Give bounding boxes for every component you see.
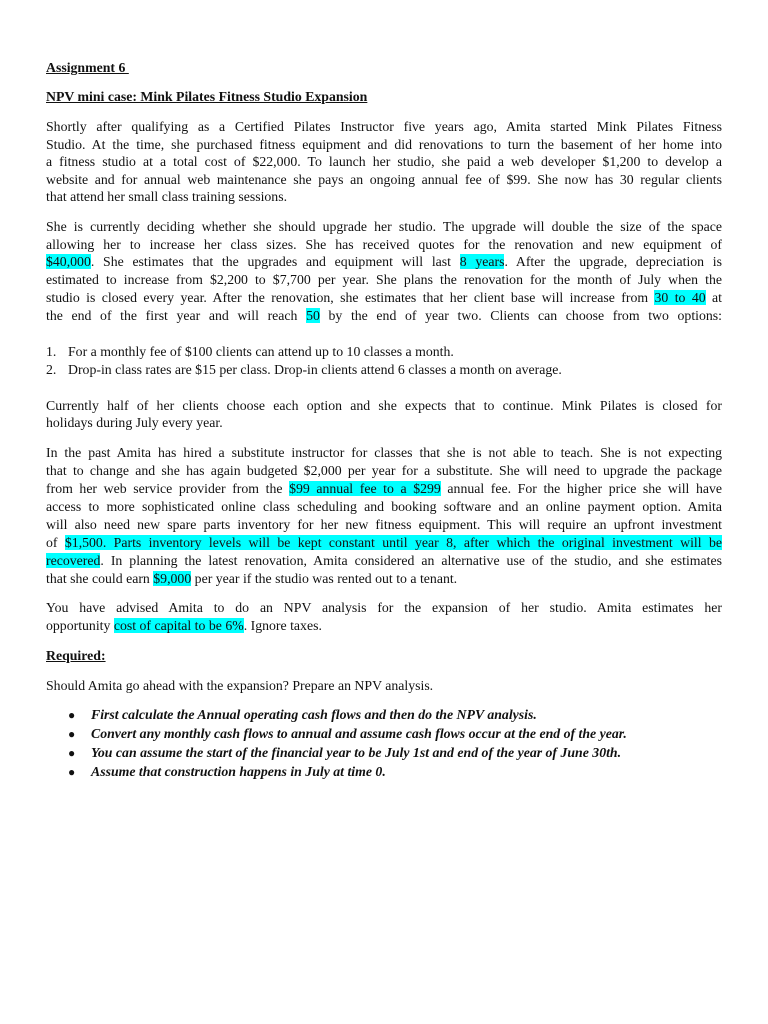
list-item: Drop-in class rates are $15 per class. Drop-in clients attend 6 classes a month on average. (68, 362, 562, 377)
text-span: . She estimates that the upgrades and equipment will last (90, 254, 460, 269)
text-line: allowing her to increase her class sizes. She has received quotes for the renovation and new equipment of (46, 237, 722, 252)
list-number: 2. (46, 362, 57, 377)
text-line: that to change and she has again budgeted $2,000 per year for a substitute. She will need to upgrade the package (46, 463, 722, 478)
text-line: holidays during July every year. (46, 415, 223, 430)
text-line (46, 253, 722, 271)
list-item: Assume that construction happens in July at time 0. (91, 764, 386, 779)
text-span: from her web service provider from the (46, 481, 290, 496)
text-span: by the end of year two. Clients can choose from two options: (319, 308, 722, 323)
text-line (46, 570, 457, 588)
text-span: at (705, 290, 722, 305)
highlight-inventory: $1,500. Parts inventory levels will be kept constant until year 8, after which the original investment will be (64, 535, 722, 550)
text-span: that she could earn (46, 571, 154, 586)
highlight-cost: $40,000 (46, 254, 91, 269)
bullet-icon: ● (68, 765, 76, 779)
text-line: will also need new spare parts inventory for her new fitness equipment. This will require an upfront investment (46, 517, 722, 532)
text-line: Currently half of her clients choose each option and she expects that to continue. Mink Pilates is closed for (46, 398, 722, 413)
bullet-icon: ● (68, 708, 76, 722)
highlight-recovered: recovered (46, 553, 101, 568)
highlight-life: 8 years (459, 254, 505, 269)
list-item: You can assume the start of the financial year to be July 1st and end of the year of June 30th. (91, 745, 622, 760)
text-span: studio is closed every year. After the renovation, she estimates that her client base will increase from (46, 290, 655, 305)
text-line: She is currently deciding whether she should upgrade her studio. The upgrade will double the size of the space (46, 219, 722, 234)
text-line (46, 617, 322, 635)
text-line: In the past Amita has hired a substitute instructor for classes that she is not able to teach. She is not expecting (46, 445, 722, 460)
text-span: per year if the studio was rented out to a tenant. (191, 571, 458, 586)
text-line: Studio. At the time, she purchased fitness equipment and did renovations to turn the basement of her home into (46, 137, 722, 152)
text-line: estimated to increase from $2,200 to $7,700 per year. She plans the renovation for the month of July when the (46, 272, 722, 287)
highlight-clients-year2: 50 (306, 308, 320, 323)
required-question: Should Amita go ahead with the expansion? Prepare an NPV analysis. (46, 678, 434, 693)
assignment-heading: Assignment 6 (46, 60, 129, 75)
bullet-icon: ● (68, 727, 76, 741)
highlight-cost-of-capital: cost of capital to be 6% (113, 618, 244, 633)
text-line: website and for annual web maintenance she pays an ongoing annual fee of $99. She now has 30 regular clients (46, 172, 722, 187)
required-heading: Required: (46, 648, 106, 663)
text-span: opportunity (46, 618, 114, 633)
text-span: annual fee. For the higher price she will have (440, 481, 722, 496)
text-span: the end of the first year and will reach (46, 308, 307, 323)
list-item: First calculate the Annual operating cash flows and then do the NPV analysis. (91, 707, 537, 722)
highlight-web-fee: $99 annual fee to a $299 (289, 481, 441, 496)
text-span: of (46, 535, 65, 550)
text-line: that attend her small class training sessions. (46, 189, 288, 204)
text-span: . In planning the latest renovation, Amita considered an alternative use of the studio, and she estimates (100, 553, 722, 568)
highlight-clients: 30 to 40 (654, 290, 706, 305)
text-line (46, 534, 722, 552)
text-line (46, 307, 722, 325)
list-number: 1. (46, 344, 57, 359)
text-line: Shortly after qualifying as a Certified Pilates Instructor five years ago, Amita started Mink Pilates Fitness (46, 119, 722, 134)
text-line (46, 289, 722, 307)
bullet-icon: ● (68, 746, 76, 760)
list-item: Convert any monthly cash flows to annual and assume cash flows occur at the end of the year. (91, 726, 627, 741)
text-line: a fitness studio at a total cost of $22,000. To launch her studio, she paid a web developer $1,200 to develop a (46, 154, 722, 169)
text-span: . After the upgrade, depreciation is (504, 254, 722, 269)
text-line: access to more sophisticated online class scheduling and booking software and an online payment option. Amita (46, 499, 722, 514)
text-span: . Ignore taxes. (243, 618, 322, 633)
highlight-rent: $9,000 (153, 571, 192, 586)
text-line (46, 552, 722, 570)
text-line (46, 480, 722, 498)
list-item: For a monthly fee of $100 clients can attend up to 10 classes a month. (68, 344, 454, 359)
text-line: You have advised Amita to do an NPV analysis for the expansion of her studio. Amita estimates her (46, 600, 722, 615)
case-title: NPV mini case: Mink Pilates Fitness Studio Expansion (46, 89, 368, 104)
